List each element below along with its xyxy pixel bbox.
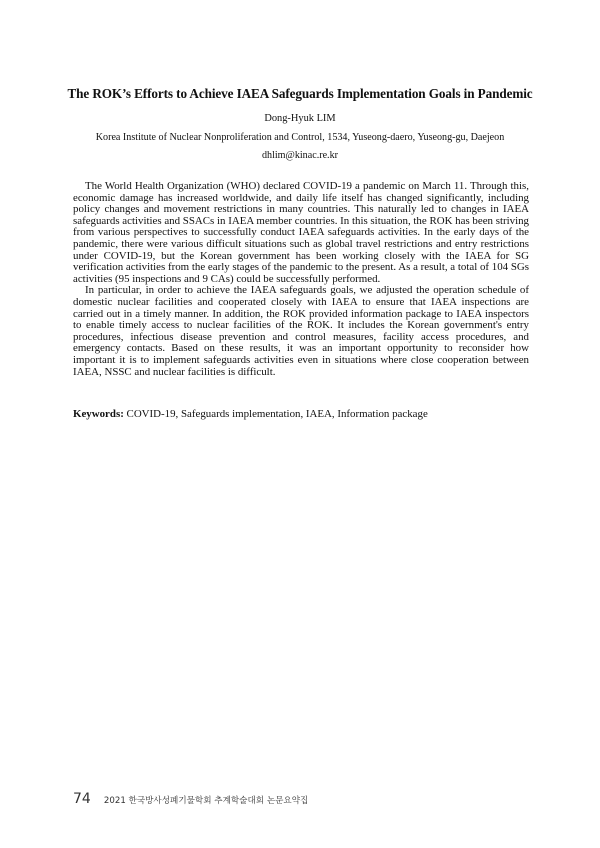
author-affiliation: Korea Institute of Nuclear Nonproliferation and Control, 1534, Yuseong-daero, Yuseong-gu, Daejeon [95, 132, 505, 143]
abstract-paragraph: The World Health Organization (WHO) declared COVID-19 a pandemic on March 11. Through this, economic damage has increased worldwide, and daily life itself has changed significantly, including policy changes and movement restrictions in many countries. This naturally led to changes in IAEA safeguards activities and SSACs in IAEA member countries. In this situation, the ROK has been striving from various perspectives to successfully conduct IAEA safeguards activities. In the early days of the pandemic, there were various difficult situations such as global travel restrictions and entry restrictions under COVID-19, but the Korean government has been working closely with the IAEA for SG verification activities from the early stages of the pandemic to the present. As a result, a total of 104 SGs activities (95 inspections and 9 CAs) could be successfully performed. [73, 180, 529, 285]
author-name: Dong-Hyuk LIM [264, 113, 336, 124]
abstract-paragraph: In particular, in order to achieve the IAEA safeguards goals, we adjusted the operation schedule of domestic nuclear facilities and cooperated closely with IAEA to ensure that IAEA inspections are carried out in a timely manner. In addition, the ROK provided information package to IAEA inspectors to enable timely access to nuclear facilities of the ROK. It includes the Korean government's entry procedures, infectious disease prevention and control measures, facility access procedures, and emergency contacts. Based on these results, it was an important opportunity to reconsider how important it is to implement safeguards activities even in situations where close cooperation between IAEA, NSSC and nuclear facilities is difficult. [73, 284, 529, 378]
conference-title: 2021 한국방사성폐기물학회 추계학술대회 논문요약집 [103, 796, 309, 806]
author-email: dhlim@kinac.re.kr [261, 150, 338, 161]
keywords-list: COVID-19, Safeguards implementation, IAEA, Information package [123, 408, 428, 420]
page-number: 74 [73, 791, 91, 807]
abstract-body [73, 181, 529, 378]
page-footer [73, 788, 308, 807]
keywords-line [73, 408, 529, 421]
paper-title: The ROK’s Efforts to Achieve IAEA Safeguards Implementation Goals in Pandemic [67, 86, 533, 101]
keywords-label: Keywords: [73, 408, 124, 420]
